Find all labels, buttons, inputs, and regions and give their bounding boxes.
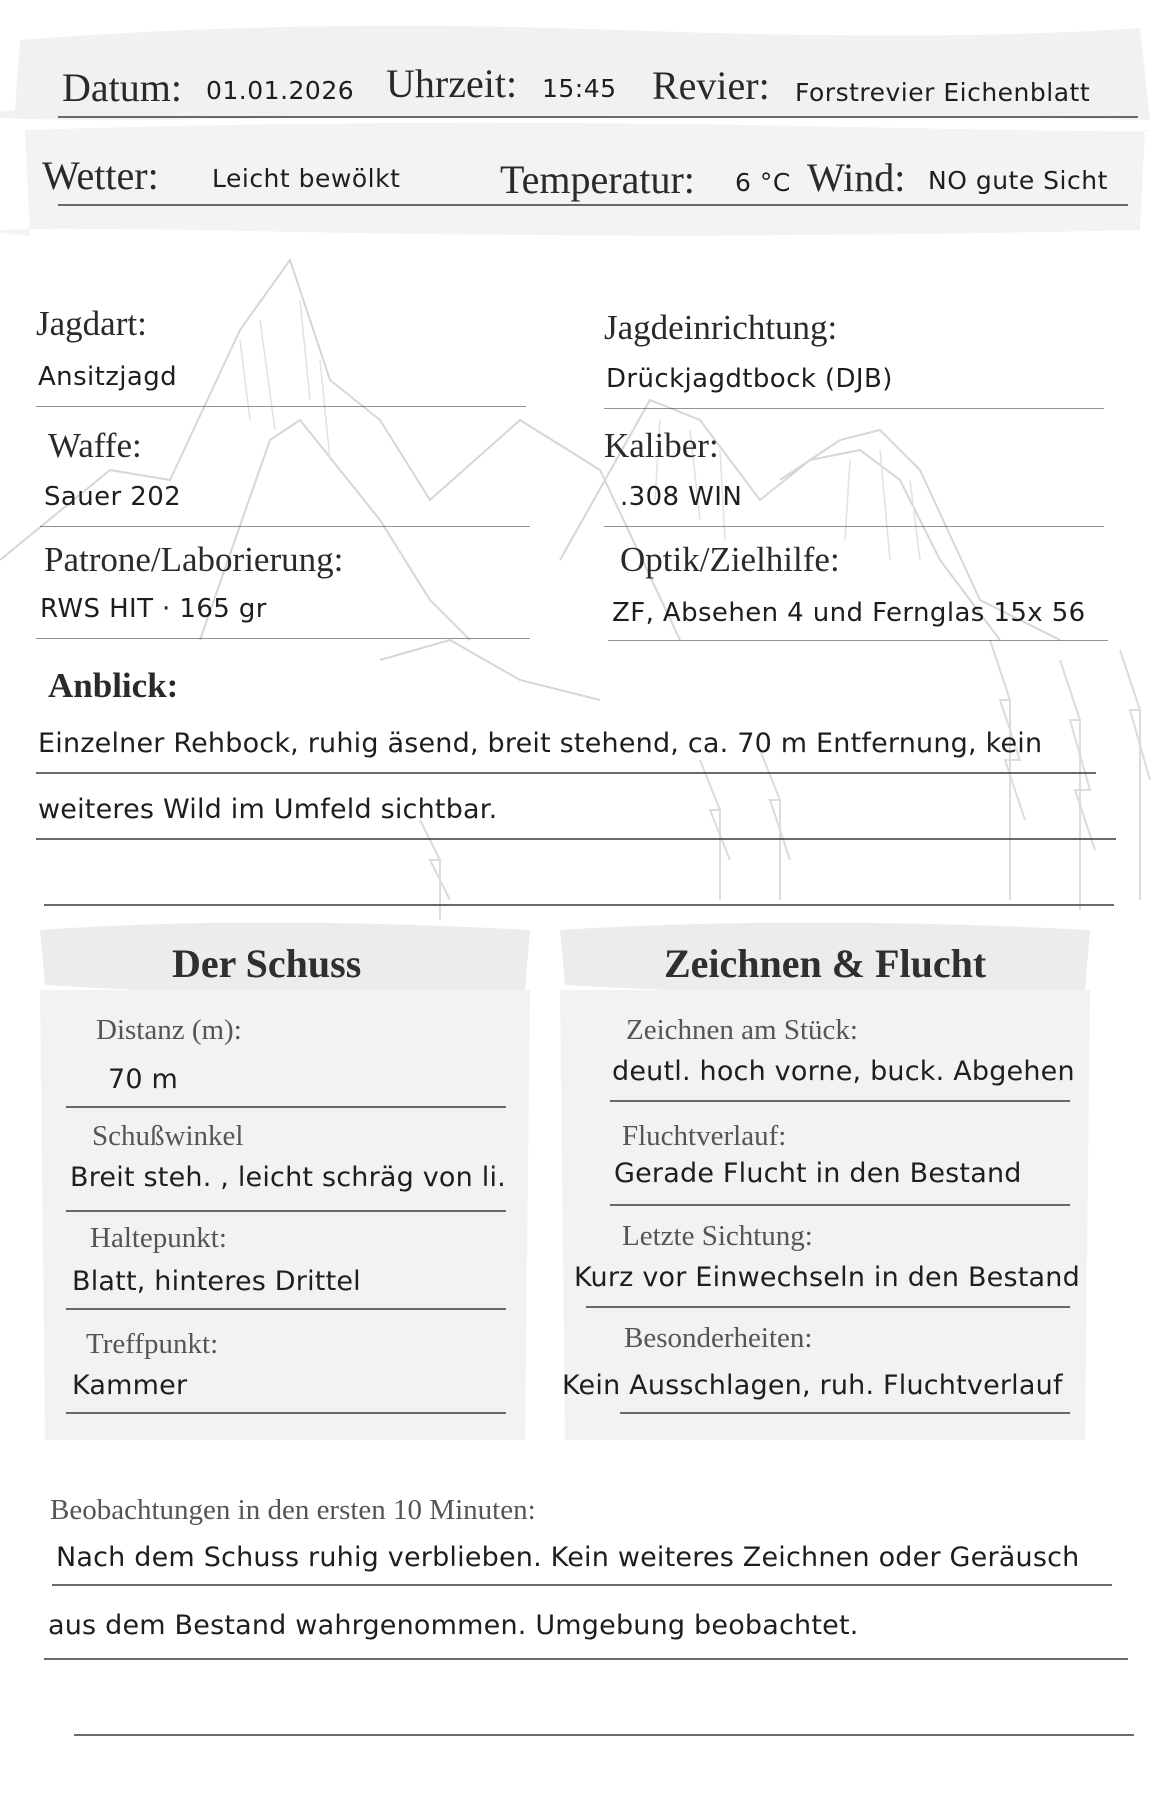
besonderheiten-value: Kein Ausschlagen, ruh. Fluchtverlauf [562, 1370, 1063, 1401]
besonderheiten-line [620, 1412, 1070, 1414]
header-divider-1 [58, 116, 1138, 118]
area-label: Revier: [652, 63, 770, 108]
weather-label: Wetter: [42, 153, 159, 198]
optik-line [608, 640, 1108, 641]
kaliber-line [604, 526, 1104, 527]
sichtung-line [586, 1306, 1070, 1308]
fluchtverlauf-value: Gerade Flucht in den Bestand [614, 1158, 1022, 1189]
wind-label: Wind: [807, 155, 906, 200]
waffe-line [40, 526, 530, 527]
treffpunkt-value: Kammer [72, 1370, 188, 1401]
schusswinkel-label: Schußwinkel [92, 1120, 244, 1152]
jagdart-line [36, 406, 526, 407]
date-value: 01.01.2026 [206, 76, 355, 105]
distanz-value: 70 m [108, 1064, 179, 1095]
jagdeinrichtung-label: Jagdeinrichtung: [604, 308, 838, 347]
fluchtverlauf-label: Fluchtverlauf: [622, 1120, 787, 1152]
flucht-title: Zeichnen & Flucht [664, 941, 987, 986]
kaliber-label: Kaliber: [604, 426, 719, 465]
anblick-line-1: Einzelner Rehbock, ruhig äsend, breit stehend, ca. 70 m Entfernung, kein [38, 728, 1043, 759]
patrone-label: Patrone/Laborierung: [44, 540, 344, 579]
anblick-label: Anblick: [48, 666, 179, 705]
zeichnen-label: Zeichnen am Stück: [626, 1014, 858, 1046]
jagdeinrichtung-value: Drückjagdtbock (DJB) [606, 364, 893, 394]
header-divider-2 [58, 204, 1128, 206]
kaliber-value: .308 WIN [620, 482, 743, 512]
beobachtung-rule-2 [44, 1658, 1128, 1660]
schuss-title: Der Schuss [172, 941, 362, 986]
zeichnen-value: deutl. hoch vorne, buck. Abgehen [612, 1056, 1075, 1087]
temperature-value: 6 °C [735, 168, 791, 197]
jagdart-label: Jagdart: [36, 304, 147, 343]
sichtung-label: Letzte Sichtung: [622, 1220, 813, 1252]
optik-label: Optik/Zielhilfe: [620, 540, 840, 579]
date-label: Datum: [62, 65, 182, 110]
haltepunkt-label: Haltepunkt: [90, 1222, 227, 1254]
jagdart-value: Ansitzjagd [38, 362, 178, 392]
treffpunkt-line [66, 1412, 506, 1414]
beobachtung-rule-1 [52, 1584, 1112, 1586]
optik-value: ZF, Absehen 4 und Fernglas 15x 56 [612, 598, 1086, 628]
anblick-rule-1 [36, 772, 1096, 774]
waffe-value: Sauer 202 [44, 482, 182, 512]
besonderheiten-label: Besonderheiten: [624, 1322, 813, 1354]
weather-value: Leicht bewölkt [212, 164, 401, 193]
distanz-line [66, 1106, 506, 1108]
haltepunkt-value: Blatt, hinteres Drittel [72, 1266, 361, 1297]
beobachtung-line-2: aus dem Bestand wahrgenommen. Umgebung beobachtet. [48, 1610, 859, 1641]
anblick-line-2: weiteres Wild im Umfeld sichtbar. [38, 794, 498, 825]
anblick-rule-3 [44, 904, 1114, 906]
temperature-label: Temperatur: [500, 157, 695, 202]
beobachtung-label: Beobachtungen in den ersten 10 Minuten: [50, 1494, 536, 1526]
patrone-line [36, 638, 530, 639]
wind-value: NO gute Sicht [928, 166, 1108, 195]
jagdeinrichtung-line [604, 408, 1104, 409]
sichtung-value: Kurz vor Einwechseln in den Bestand [574, 1262, 1080, 1293]
schusswinkel-value: Breit steh. , leicht schräg von li. [70, 1162, 506, 1193]
beobachtung-rule-3 [74, 1734, 1134, 1736]
area-value: Forstrevier Eichenblatt [795, 78, 1091, 107]
zeichnen-line [610, 1100, 1070, 1102]
haltepunkt-line [66, 1308, 506, 1310]
waffe-label: Waffe: [48, 426, 142, 465]
fluchtverlauf-line [610, 1204, 1070, 1206]
schusswinkel-line [66, 1210, 506, 1212]
patrone-value: RWS HIT · 165 gr [40, 594, 267, 624]
distanz-label: Distanz (m): [96, 1014, 242, 1046]
beobachtung-line-1: Nach dem Schuss ruhig verblieben. Kein weiteres Zeichnen oder Geräusch [56, 1542, 1080, 1573]
time-value: 15:45 [542, 74, 617, 103]
anblick-rule-2 [36, 838, 1116, 840]
treffpunkt-label: Treffpunkt: [86, 1328, 219, 1360]
time-label: Uhrzeit: [386, 61, 518, 106]
